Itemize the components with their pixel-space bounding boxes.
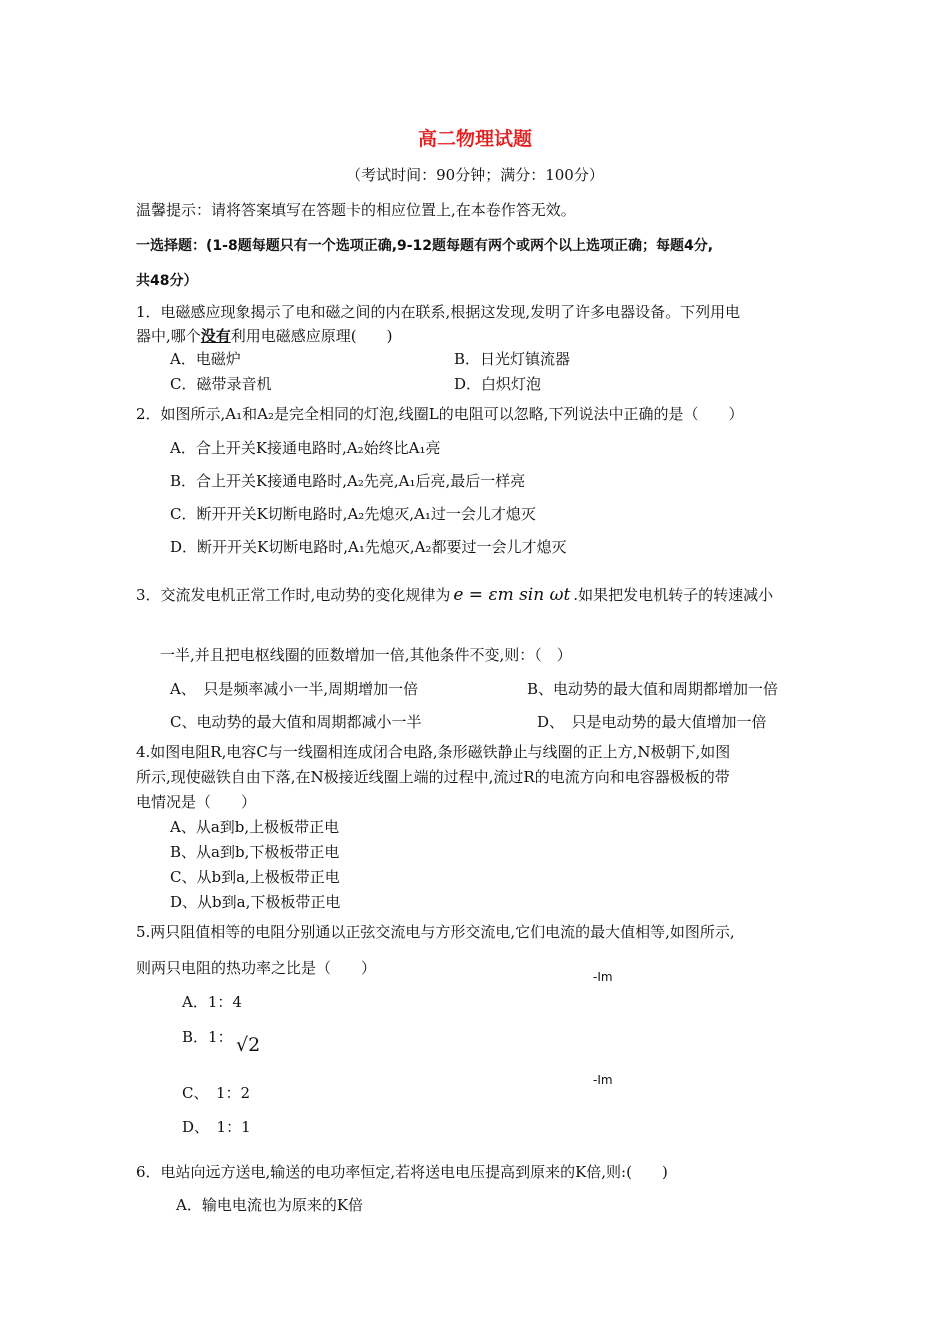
q5-option-b-sqrt: √2 — [236, 1034, 261, 1056]
q4-option-c: C、从b到a,上极板带正电 — [170, 868, 340, 886]
q6-option-a: A．输电电流也为原来的K倍 — [176, 1196, 364, 1214]
notice-text: 温馨提示：请将答案填写在答题卡的相应位置上,在本卷作答无效。 — [136, 201, 576, 219]
q3-option-c: C、电动势的最大值和周期都减小一半 — [170, 713, 422, 731]
q5-option-a: A．1：4 — [182, 993, 242, 1011]
q3-stem-line1 — [136, 584, 773, 605]
q1-stem-pre: 器中,哪个 — [136, 327, 201, 345]
q1-stem-emphasis: 没有 — [200, 327, 231, 345]
section-header-line2: 共48分） — [136, 273, 198, 289]
page-title: 高二物理试题 — [417, 128, 532, 150]
q4-option-b: B、从a到b,下极板带正电 — [170, 843, 340, 861]
q5-figure-label-bottom: -Im — [593, 1073, 613, 1087]
q5-figure-label-top: -Im — [593, 970, 613, 984]
exam-subtitle: （考试时间：90分钟；满分：100分） — [346, 166, 604, 184]
q4-option-d: D、从b到a,下极板带正电 — [170, 893, 341, 911]
q1-option-c: C．磁带录音机 — [170, 375, 272, 393]
q5-stem-line2: 则两只电阻的热功率之比是（ ） — [136, 959, 377, 977]
q3-option-a: A、 只是频率减小一半,周期增加一倍 — [170, 680, 419, 698]
q2-option-a: A．合上开关K接通电路时,A₂始终比A₁亮 — [170, 439, 441, 457]
section-header-line1: 一选择题：(1-8题每题只有一个选项正确,9-12题每题有两个或两个以上选项正确；每题4分, — [136, 238, 714, 254]
q1-option-a: A．电磁炉 — [170, 350, 241, 368]
q2-option-c: C．断开开关K切断电路时,A₂先熄灭,A₁过一会儿才熄灭 — [170, 505, 536, 523]
q3-option-b: B、电动势的最大值和周期都增加一倍 — [527, 680, 779, 698]
q3-stem-pre: 3．交流发电机正常工作时,电动势的变化规律为 — [136, 586, 451, 604]
q4-stem-line3: 电情况是（ ） — [136, 793, 257, 811]
q5-option-d: D、 1：1 — [182, 1118, 251, 1136]
q4-stem-line2: 所示,现使磁铁自由下落,在N极接近线圈上端的过程中,流过R的电流方向和电容器极板的带 — [136, 768, 730, 786]
q1-option-d: D．白炽灯泡 — [454, 375, 542, 393]
q1-stem-post: 利用电磁感应原理( ) — [230, 327, 393, 345]
q3-formula: e = εm sin ωt — [453, 585, 571, 605]
q4-option-a: A、从a到b,上极板带正电 — [170, 818, 340, 836]
q2-option-b: B．合上开关K接通电路时,A₂先亮,A₁后亮,最后一样亮 — [170, 472, 526, 490]
q4-stem-line1: 4.如图电阻R,电容C与一线圈相连成闭合电路,条形磁铁静止与线圈的正上方,N极朝下,如图 — [136, 743, 731, 761]
q5-option-c: C、 1：2 — [182, 1084, 251, 1102]
q5-option-b: B．1： — [182, 1028, 233, 1046]
q1-option-b: B．日光灯镇流器 — [454, 350, 571, 368]
q3-stem-post: .如果把发电机转子的转速减小 — [573, 586, 774, 604]
q1-stem-line2 — [136, 325, 393, 346]
q6-stem: 6．电站向远方送电,输送的电功率恒定,若将送电电压提高到原来的K倍,则:( ) — [136, 1163, 668, 1181]
q3-stem-line2: 一半,并且把电枢线圈的匝数增加一倍,其他条件不变,则：（ ） — [160, 646, 572, 664]
q1-stem-line1: 1．电磁感应现象揭示了电和磁之间的内在联系,根据这发现,发明了许多电器设备。下列用电 — [136, 303, 741, 321]
q2-stem: 2．如图所示,A₁和A₂是完全相同的灯泡,线圈L的电阻可以忽略,下列说法中正确的是（ ） — [136, 405, 744, 423]
q3-option-d: D、 只是电动势的最大值增加一倍 — [537, 713, 767, 731]
q5-stem-line1: 5.两只阻值相等的电阻分别通以正弦交流电与方形交流电,它们电流的最大值相等,如图所示, — [136, 923, 735, 941]
q2-option-d: D．断开开关K切断电路时,A₁先熄灭,A₂都要过一会儿才熄灭 — [170, 538, 567, 556]
